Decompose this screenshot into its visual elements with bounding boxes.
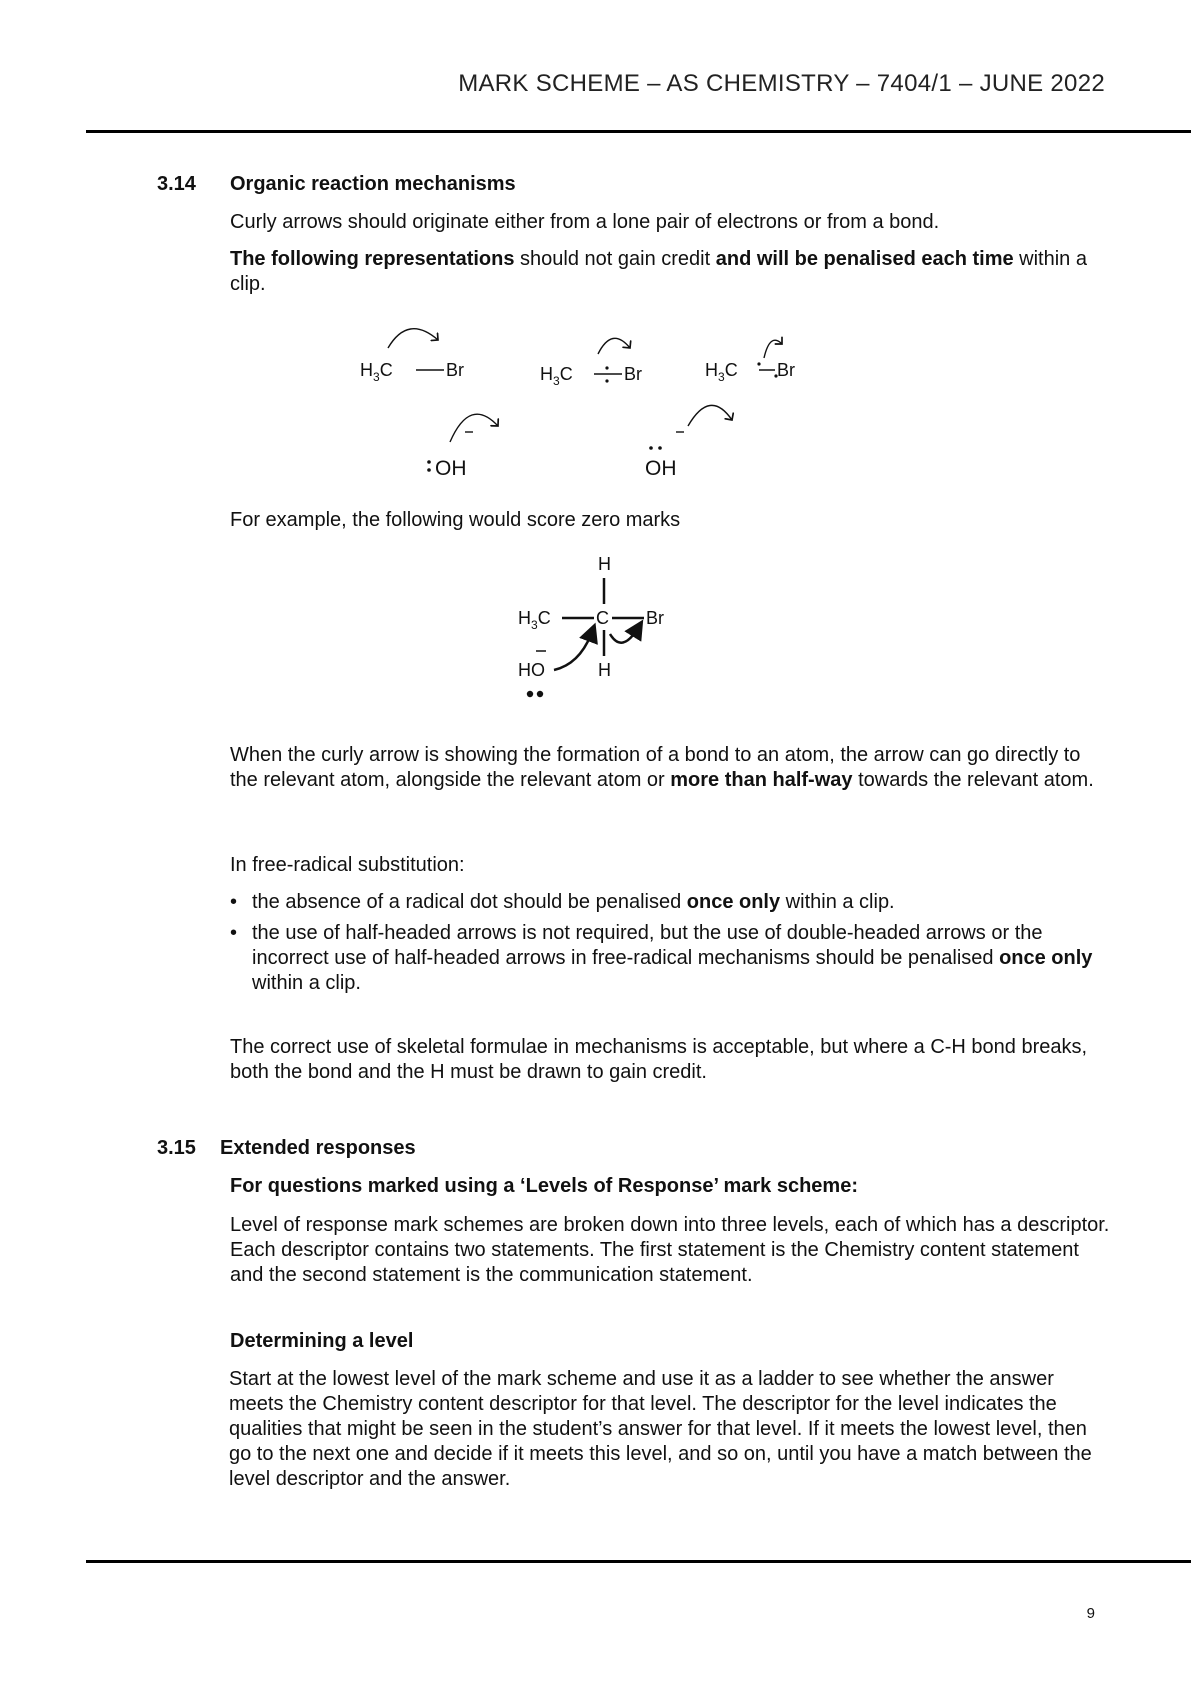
lone-pair-dot [527,691,533,697]
curly-arrow [598,338,630,354]
paragraph: The correct use of skeletal formulae in mechanisms is acceptable, but where a C-H bond breaks, both the bond and the H must be drawn to gain credit. [230,1036,1088,1083]
br-label: Br [777,360,795,380]
br-label: Br [646,608,664,628]
bullet-list [230,890,1110,1002]
h3c-label: $H_3C$ [705,360,738,384]
lone-pair-dot [537,691,543,697]
oh-label: OH [435,457,467,480]
curly-arrow [688,405,732,426]
bold-text: once only [686,891,781,913]
lone-pair-dot [427,468,431,472]
h-bottom-label: H [598,660,611,680]
paragraph: For example, the following would score zero marks [230,509,681,531]
bold-text: and will be penalised each time [715,248,1014,270]
page-number: 9 [1086,1605,1095,1622]
example-1 [360,329,464,384]
section-title: Organic reaction mechanisms [230,173,516,195]
text: towards the relevant atom. [852,769,1094,791]
h3c-label: $H_3C$ [360,360,393,384]
paragraph: Level of response mark schemes are broken down into three levels, each of which has a descriptor. Each descriptor contains two statements. The first statement is the Chemistry content statement and the second statement is the communication statement. [230,1214,1110,1286]
curly-arrow [388,329,438,348]
text: the absence of a radical dot should be penalised [252,891,687,913]
zero-marks-mechanism-diagram [510,548,690,708]
section-number: 3.15 [157,1137,196,1159]
subheading: Determining a level [230,1330,414,1352]
electron-dot [757,362,760,365]
text: within a clip. [780,891,895,913]
br-label: Br [624,364,642,384]
curly-arrow [764,340,782,358]
page-header: MARK SCHEME – AS CHEMISTRY – 7404/1 – JUNE 2022 [458,70,1105,97]
h3c-label: $H_3C$ [518,608,551,632]
text: the use of half-headed arrows is not required, but the use of double-headed arrows or the incorrect use of half-headed arrows in free-radical mechanisms should be penalised [252,922,1043,969]
h-top-label: H [598,554,611,574]
br-label: Br [446,360,464,380]
electron-dot [605,379,608,382]
lone-pair-dot [427,460,431,464]
paragraph: Start at the lowest level of the mark scheme and use it as a ladder to see whether the answer meets the Chemistry content descriptor for that level. The descriptor for the level indicates the qualities that might be seen in the student’s answer for that level. If it meets the lowest level, then go to the next one and decide if it meets this level, and so on, until you have a match between the level descriptor and the answer. [229,1368,1092,1490]
header-rule [86,130,1191,133]
footer-rule [86,1560,1191,1563]
example-2 [540,338,642,388]
lone-pair-dot [649,446,653,450]
subheading: For questions marked using a ‘Levels of Response’ mark scheme: [230,1175,858,1197]
section-title: Extended responses [220,1137,416,1159]
paragraph: Curly arrows should originate either from a lone pair of electrons or from a bond. [230,211,940,233]
paragraph [230,247,1100,297]
c-label: C [596,608,609,628]
example-5 [645,405,732,480]
text: When the curly arrow is showing the formation of a bond to an atom, the arrow can go directly to the relevant atom, alongside the relevant atom or [230,744,1081,791]
penalised-representations-diagram [340,318,840,493]
text: within a clip. [230,248,1087,295]
paragraph [230,743,1105,793]
list-item [230,890,1110,915]
example-3 [705,340,795,384]
ho-label: HO [518,660,545,680]
paragraph: In free-radical substitution: [230,854,465,876]
curly-arrow [450,414,498,442]
h3c-label: $H_3C$ [540,364,573,388]
section-number: 3.14 [157,173,196,195]
oh-label: OH [645,457,677,480]
text: within a clip. [252,972,361,994]
bold-text: more than half-way [670,769,853,791]
electron-dot [605,366,608,369]
bold-text: once only [999,947,1093,969]
text: should not gain credit [514,248,716,270]
list-item [230,921,1110,996]
curly-arrow [554,632,592,670]
example-4 [427,414,498,480]
bold-text: The following representations [230,248,515,270]
curly-arrow [610,628,638,643]
lone-pair-dot [658,446,662,450]
